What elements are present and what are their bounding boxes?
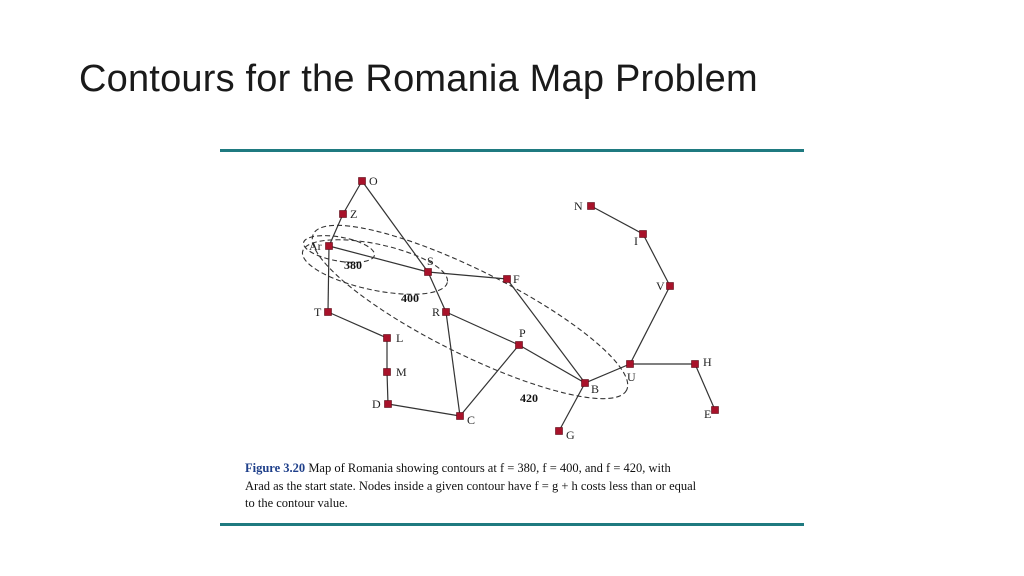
edge-B-G	[559, 383, 585, 431]
node-label-G: G	[566, 428, 575, 442]
romania-contour-figure	[220, 160, 804, 460]
contour-label-420: 420	[520, 391, 538, 405]
node-label-D: D	[372, 397, 381, 411]
node-label-T: T	[314, 305, 322, 319]
edge-Z-A	[329, 214, 343, 246]
slide-title: Contours for the Romania Map Problem	[79, 58, 758, 100]
node-B	[582, 380, 589, 387]
node-G	[556, 428, 563, 435]
node-label-N: N	[574, 199, 583, 213]
node-label-A: Ar	[309, 239, 322, 253]
node-C	[457, 413, 464, 420]
edge-M-D	[387, 372, 388, 404]
node-S	[425, 269, 432, 276]
edge-D-C	[388, 404, 460, 416]
node-R	[443, 309, 450, 316]
caption-line-2: Arad as the start state. Nodes inside a given contour have f = g + h costs less than or equal	[245, 478, 697, 493]
node-Z	[340, 211, 347, 218]
contour-label-380: 380	[344, 258, 362, 272]
caption-figure-label: Figure 3.20	[245, 461, 306, 475]
node-D	[385, 401, 392, 408]
node-M	[384, 369, 391, 376]
caption-text-1: Map of Romania showing contours at f = 380, f = 400, and f = 420, with	[308, 461, 671, 475]
node-label-F: F	[513, 272, 520, 286]
node-label-H: H	[703, 355, 712, 369]
node-label-L: L	[396, 331, 404, 345]
edge-P-C	[460, 345, 519, 416]
top-rule	[220, 149, 804, 152]
node-L	[384, 335, 391, 342]
caption-line-3: to the contour value.	[245, 496, 348, 510]
edge-P-B	[519, 345, 585, 383]
bottom-rule	[220, 523, 804, 526]
node-label-E: E	[704, 407, 712, 421]
node-label-B: B	[591, 382, 600, 396]
node-label-P: P	[519, 326, 526, 340]
edge-A-T	[328, 246, 329, 312]
node-E	[712, 407, 719, 414]
node-I	[640, 231, 647, 238]
node-label-I: I	[634, 234, 638, 248]
edge-S-F	[428, 272, 507, 279]
node-H	[692, 361, 699, 368]
node-label-C: C	[467, 413, 476, 427]
node-O	[359, 178, 366, 185]
romania-map-diagram	[220, 160, 804, 460]
edge-B-U	[585, 364, 630, 383]
node-U	[627, 361, 634, 368]
node-label-M: M	[396, 365, 407, 379]
node-V	[667, 283, 674, 290]
nodes-layer	[309, 174, 719, 442]
node-F	[504, 276, 511, 283]
edge-U-V	[630, 286, 670, 364]
node-A	[326, 243, 333, 250]
node-label-R: R	[432, 305, 441, 319]
contour-label-400: 400	[401, 291, 419, 305]
figure-caption	[245, 460, 805, 513]
node-N	[588, 203, 595, 210]
node-P	[516, 342, 523, 349]
edge-H-E	[695, 364, 715, 410]
edge-R-P	[446, 312, 519, 345]
node-label-O: O	[369, 174, 378, 188]
caption-line-1	[245, 460, 805, 478]
edge-I-N	[591, 206, 643, 234]
node-T	[325, 309, 332, 316]
node-label-V: V	[656, 279, 665, 293]
edge-T-L	[328, 312, 387, 338]
node-label-Z: Z	[350, 207, 358, 221]
node-label-S: S	[427, 254, 434, 268]
edge-R-C	[446, 312, 460, 416]
node-label-U: U	[627, 370, 636, 384]
